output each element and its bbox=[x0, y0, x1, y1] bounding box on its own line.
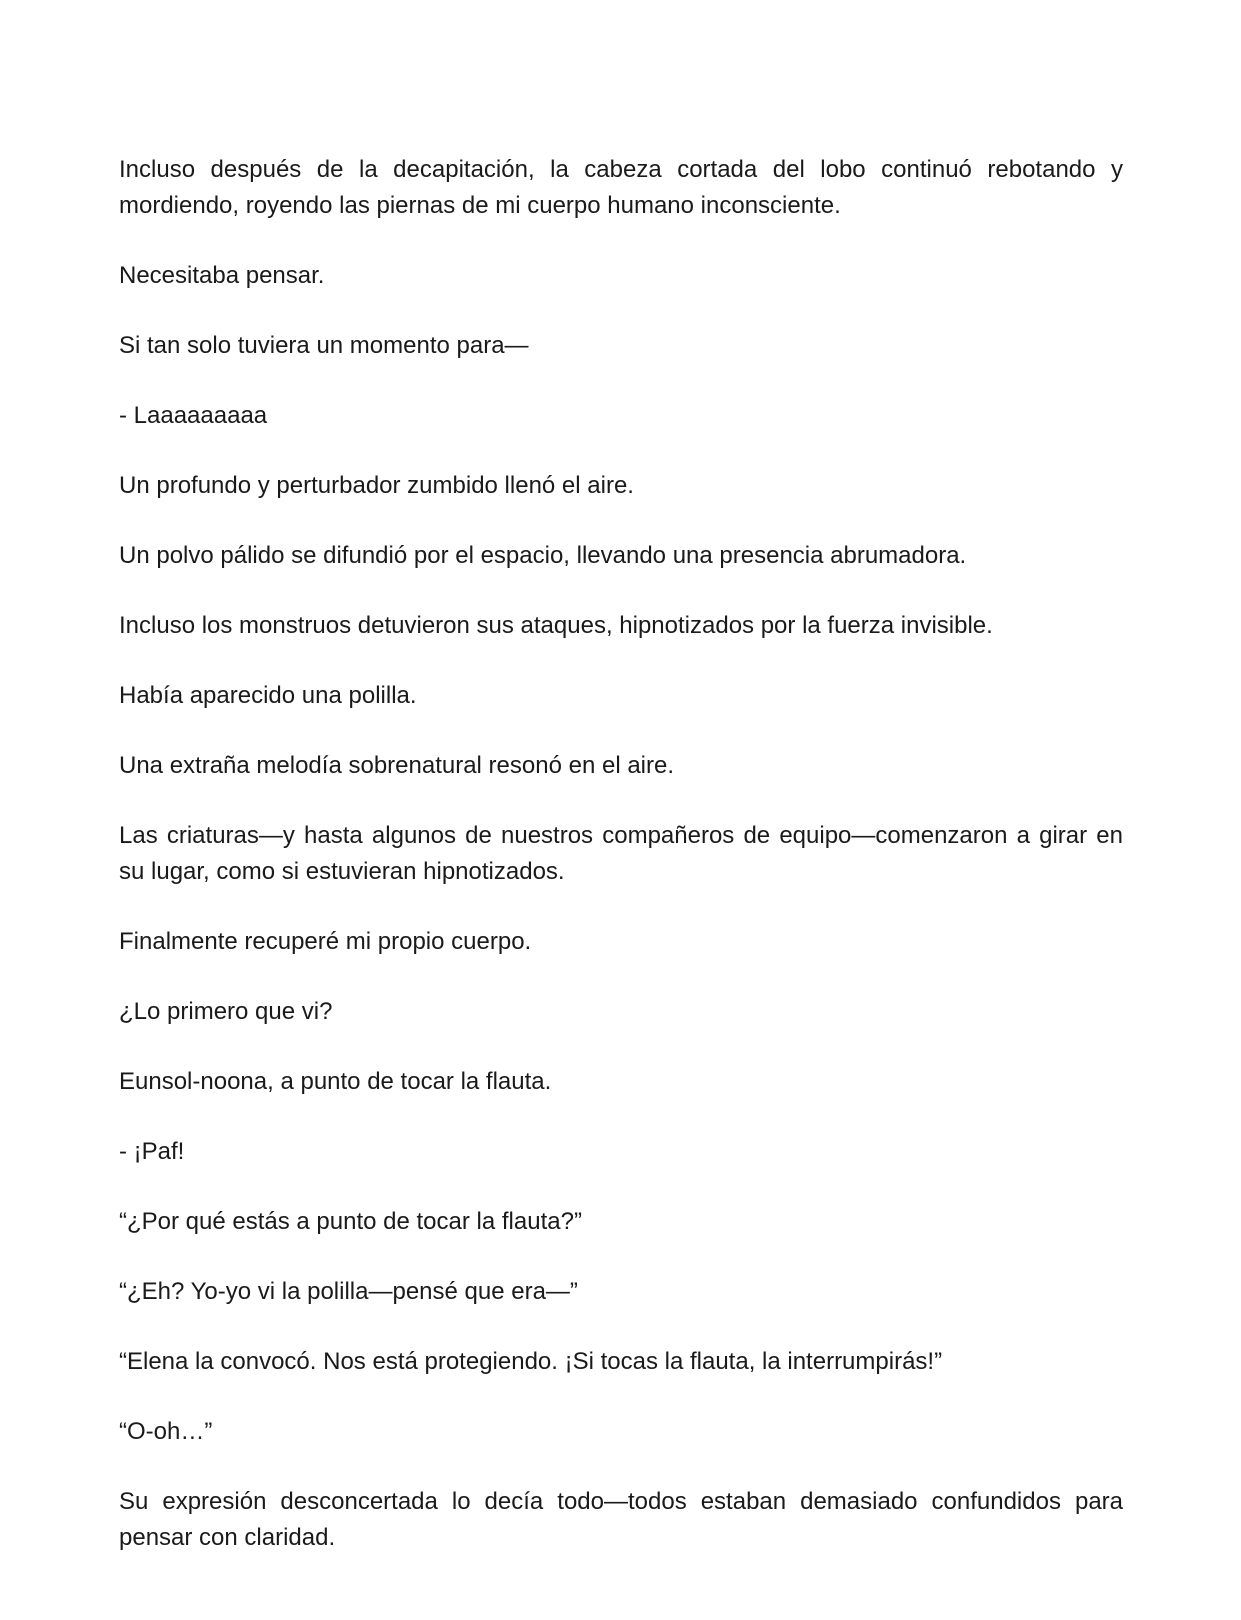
paragraph: - ¡Paf! bbox=[119, 1138, 185, 1165]
paragraph: Si tan solo tuviera un momento para— bbox=[119, 332, 529, 359]
paragraph: Había aparecido una polilla. bbox=[119, 682, 417, 709]
paragraph: Un profundo y perturbador zumbido llenó el aire. bbox=[119, 472, 634, 499]
paragraph: “O-oh…” bbox=[119, 1418, 213, 1445]
paragraph: Eunsol-noona, a punto de tocar la flauta. bbox=[119, 1068, 552, 1095]
paragraph: “¿Por qué estás a punto de tocar la flauta?” bbox=[119, 1208, 582, 1235]
paragraph: Una extraña melodía sobrenatural resonó en el aire. bbox=[119, 752, 674, 779]
paragraph: Finalmente recuperé mi propio cuerpo. bbox=[119, 928, 532, 955]
paragraph: “¿Eh? Yo-yo vi la polilla—pensé que era—” bbox=[119, 1278, 578, 1305]
paragraph: Incluso los monstruos detuvieron sus ataques, hipnotizados por la fuerza invisible. bbox=[119, 612, 993, 639]
paragraph: Necesitaba pensar. bbox=[119, 262, 325, 289]
paragraph: Un polvo pálido se difundió por el espacio, llevando una presencia abrumadora. bbox=[119, 542, 967, 569]
paragraph: Incluso después de la decapitación, la cabeza cortada del lobo continuó rebotando y mordiendo, royendo las piernas de mi cuerpo humano inconsciente. bbox=[119, 156, 1123, 219]
paragraph: “Elena la convocó. Nos está protegiendo. ¡Si tocas la flauta, la interrumpirás!” bbox=[119, 1348, 943, 1375]
paragraph: Las criaturas—y hasta algunos de nuestros compañeros de equipo—comenzaron a girar en su lugar, como si estuvieran hipnotizados. bbox=[119, 822, 1123, 885]
paragraph: ¿Lo primero que vi? bbox=[119, 998, 333, 1025]
paragraph: - Laaaaaaaaa bbox=[119, 402, 268, 429]
paragraph: Su expresión desconcertada lo decía todo—todos estaban demasiado confundidos para pensar con claridad. bbox=[119, 1488, 1123, 1551]
document-body bbox=[119, 152, 1123, 1556]
